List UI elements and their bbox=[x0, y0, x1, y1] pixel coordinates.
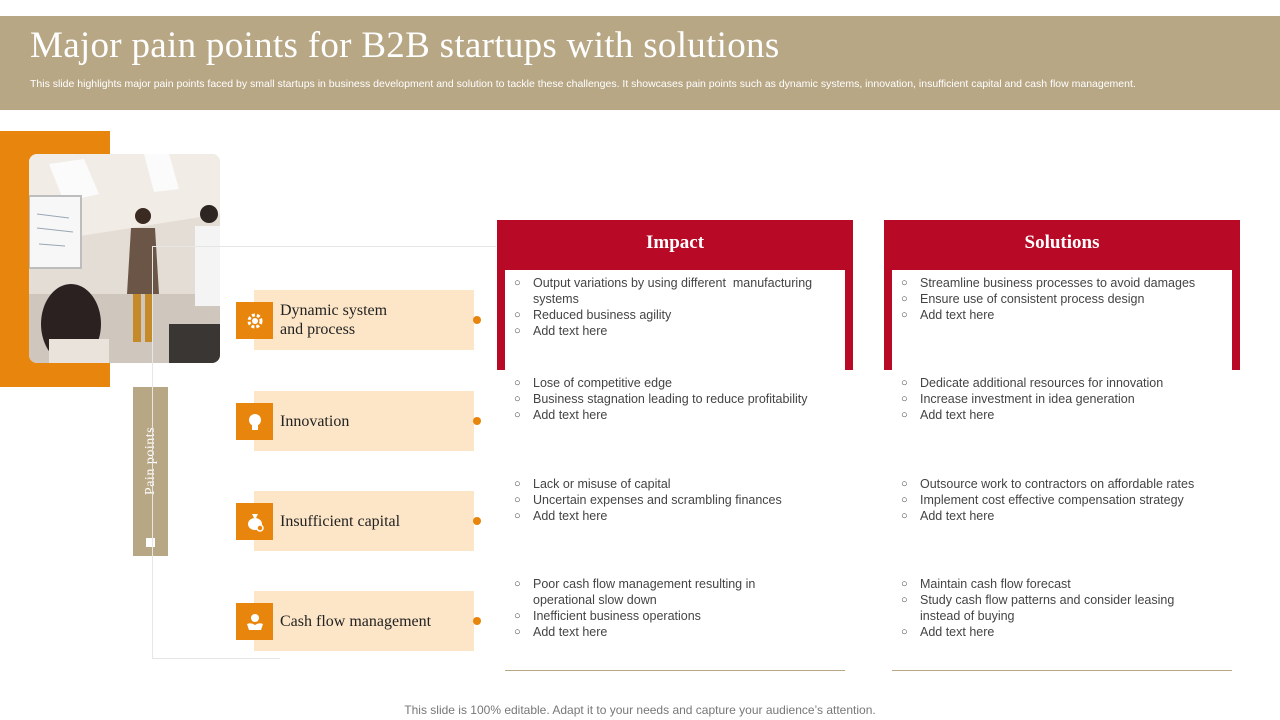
impact-cell bbox=[513, 476, 843, 524]
connector-line bbox=[280, 246, 496, 247]
pain-points-label: Pain points bbox=[142, 427, 158, 496]
pain-label: Cash flow management bbox=[280, 612, 432, 630]
list-item: ○ Increase investment in idea generation bbox=[900, 391, 1230, 407]
list-item: ○ Add text here bbox=[900, 508, 1230, 524]
impact-bottom-rule bbox=[505, 670, 845, 671]
pain-label: Dynamic system and process bbox=[280, 302, 388, 338]
header-banner bbox=[0, 16, 1280, 110]
list-item: ○ Study cash flow patterns and consider leasing instead of buying bbox=[900, 592, 1210, 624]
list-item: ○ Output variations by using different manufacturing systems bbox=[513, 275, 843, 307]
list-item: ○ Ensure use of consistent process design bbox=[900, 291, 1230, 307]
list-item: ○ Add text here bbox=[513, 508, 843, 524]
list-item: ○ Add text here bbox=[900, 307, 1230, 323]
list-item: ○ Uncertain expenses and scrambling finances bbox=[513, 492, 843, 508]
list-item: ○ Outsource work to contractors on affordable rates bbox=[900, 476, 1230, 492]
list-item: ○ Inefficient business operations bbox=[513, 608, 813, 624]
list-item: ○ Implement cost effective compensation strategy bbox=[900, 492, 1230, 508]
solutions-cell bbox=[900, 476, 1230, 524]
list-item: ○ Add text here bbox=[513, 323, 843, 339]
solutions-bottom-rule bbox=[892, 670, 1232, 671]
list-item: ○ Lack or misuse of capital bbox=[513, 476, 843, 492]
impact-cell bbox=[513, 576, 813, 640]
list-item: ○ Dedicate additional resources for innovation bbox=[900, 375, 1230, 391]
lightbulb-icon bbox=[236, 403, 273, 440]
list-item: ○ Add text here bbox=[900, 407, 1230, 423]
list-item: ○ Business stagnation leading to reduce profitability bbox=[513, 391, 843, 407]
list-item: ○ Add text here bbox=[513, 624, 813, 640]
slide-subtitle: This slide highlights major pain points faced by small startups in business development and solution to tackle these challenges. It showcases pain points such as dynamic systems, innovation, insufficient capital and cash flow management. bbox=[30, 78, 1136, 90]
connector-dot bbox=[473, 316, 481, 324]
pain-item-dynamic-system bbox=[236, 290, 474, 350]
connector-dot bbox=[473, 417, 481, 425]
solutions-heading: Solutions bbox=[1024, 232, 1100, 253]
slide-title: Major pain points for B2B startups with solutions bbox=[30, 25, 780, 66]
pain-label: Insufficient capital bbox=[280, 512, 401, 530]
solutions-cell bbox=[900, 576, 1210, 640]
impact-heading: Impact bbox=[645, 232, 705, 253]
list-item: ○ Maintain cash flow forecast bbox=[900, 576, 1210, 592]
hand-coin-icon bbox=[236, 603, 273, 640]
solutions-cell bbox=[900, 275, 1230, 323]
gear-icon bbox=[236, 302, 273, 339]
pain-item-cash-flow bbox=[236, 591, 474, 651]
solutions-cell bbox=[900, 375, 1230, 423]
connector-dot bbox=[473, 517, 481, 525]
impact-cell bbox=[513, 375, 843, 423]
impact-cell bbox=[513, 275, 843, 339]
list-item: ○ Add text here bbox=[513, 407, 843, 423]
list-item: ○ Reduced business agility bbox=[513, 307, 843, 323]
list-item: ○ Poor cash flow management resulting in operational slow down bbox=[513, 576, 813, 608]
list-item: ○ Streamline business processes to avoid damages bbox=[900, 275, 1230, 291]
pain-item-innovation bbox=[236, 391, 474, 451]
money-bag-icon bbox=[236, 503, 273, 540]
footer-note: This slide is 100% editable. Adapt it to your needs and capture your audience’s attention. bbox=[404, 703, 876, 717]
list-item: ○ Lose of competitive edge bbox=[513, 375, 843, 391]
pain-label: Innovation bbox=[280, 412, 350, 430]
list-item: ○ Add text here bbox=[900, 624, 1210, 640]
connector-dot bbox=[473, 617, 481, 625]
pain-item-insufficient-capital bbox=[236, 491, 474, 551]
